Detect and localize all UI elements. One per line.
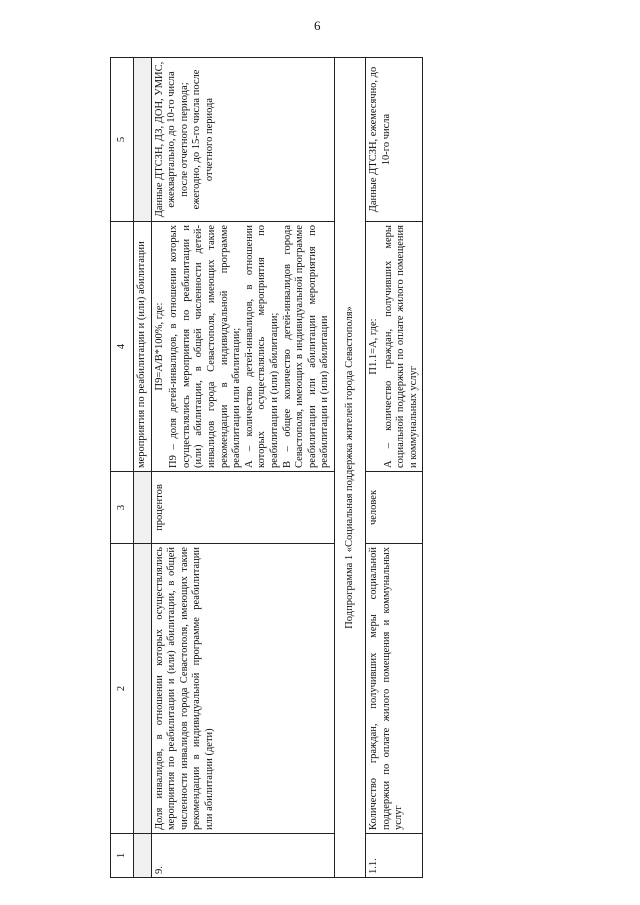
cont-cell-4: мероприятия по реабилитации и (или) абилитации [134, 222, 152, 472]
table-row-9 [151, 58, 334, 878]
row11-unit: человек [365, 472, 422, 544]
row9-unit: процентов [151, 472, 334, 544]
continuation-row [134, 58, 152, 878]
row9-def-b: В – общее количество детей-инвалидов города Севастополя, имеющих в индивидуальной программе реабилитации или абилитации мероприятия по реабилитации и (или) абилитации [281, 225, 331, 468]
row11-source: Данные ДТСЗН, ежемесячно, до 10-го числа [365, 58, 422, 222]
row11-name: Количество граждан, получивших меры социальной поддержки по оплате жилого помещения и коммунальных услуг [365, 544, 422, 834]
header-col1: 1 [111, 834, 134, 878]
indicator-table [110, 57, 423, 878]
row11-formula: П1.1=А, где: [367, 318, 379, 375]
row9-name: Доля инвалидов, в отношении которых осуществлялись мероприятия по реабилитации и (или) абилитации, в общей численности инвалидов города Севастополя, имеющих такие рекомендации в индивидуальной программе реабилитации или абилитации (дети) [151, 544, 334, 834]
header-col5: 5 [111, 58, 134, 222]
cont-cell-1 [134, 834, 152, 878]
row9-def-a: А – количество детей-инвалидов, в отношении которых осуществлялись мероприятия по реабилитации и (или) абилитации; [243, 225, 280, 468]
cont-cell-5 [134, 58, 152, 222]
row9-method [151, 222, 334, 472]
section-row [334, 58, 365, 878]
section-title: Подпрограмма 1 «Социальная поддержка жителей города Севастополя» [334, 58, 365, 878]
row11-number: 1.1. [365, 834, 422, 878]
row9-formula: П9=А/В*100%, где: [153, 302, 165, 391]
header-col2: 2 [111, 544, 134, 834]
table-row-1-1 [365, 58, 422, 878]
header-col4: 4 [111, 222, 134, 472]
row11-method [365, 222, 422, 472]
cont-cell-3 [134, 472, 152, 544]
header-col3: 3 [111, 472, 134, 544]
row9-source: Данные ДТСЗН, ДЗ, ДОН, УМИС, ежеквартально, до 10-го числа после отчетного периода; ежегодно, до 15-го числа после отчетного периода [151, 58, 334, 222]
cont-cell-2 [134, 544, 152, 834]
row9-number: 9. [151, 834, 334, 878]
header-row [111, 58, 134, 878]
page-number: 6 [314, 18, 321, 33]
rotated-table-wrapper [110, 58, 640, 878]
row11-def-a: А – количество граждан, получивших меры социальной поддержки по оплате жилого помещения и коммунальных услуг [382, 225, 419, 468]
row9-def-p: П9 – доля детей-инвалидов, в отношении которых осуществлялись мероприятия по реабилитации и (или) абилитации, в общей численности детей-инвалидов города Севастополя, имеющих такие рекомендации в индивидуальной программе реабилитации или абилитации; [168, 225, 243, 468]
